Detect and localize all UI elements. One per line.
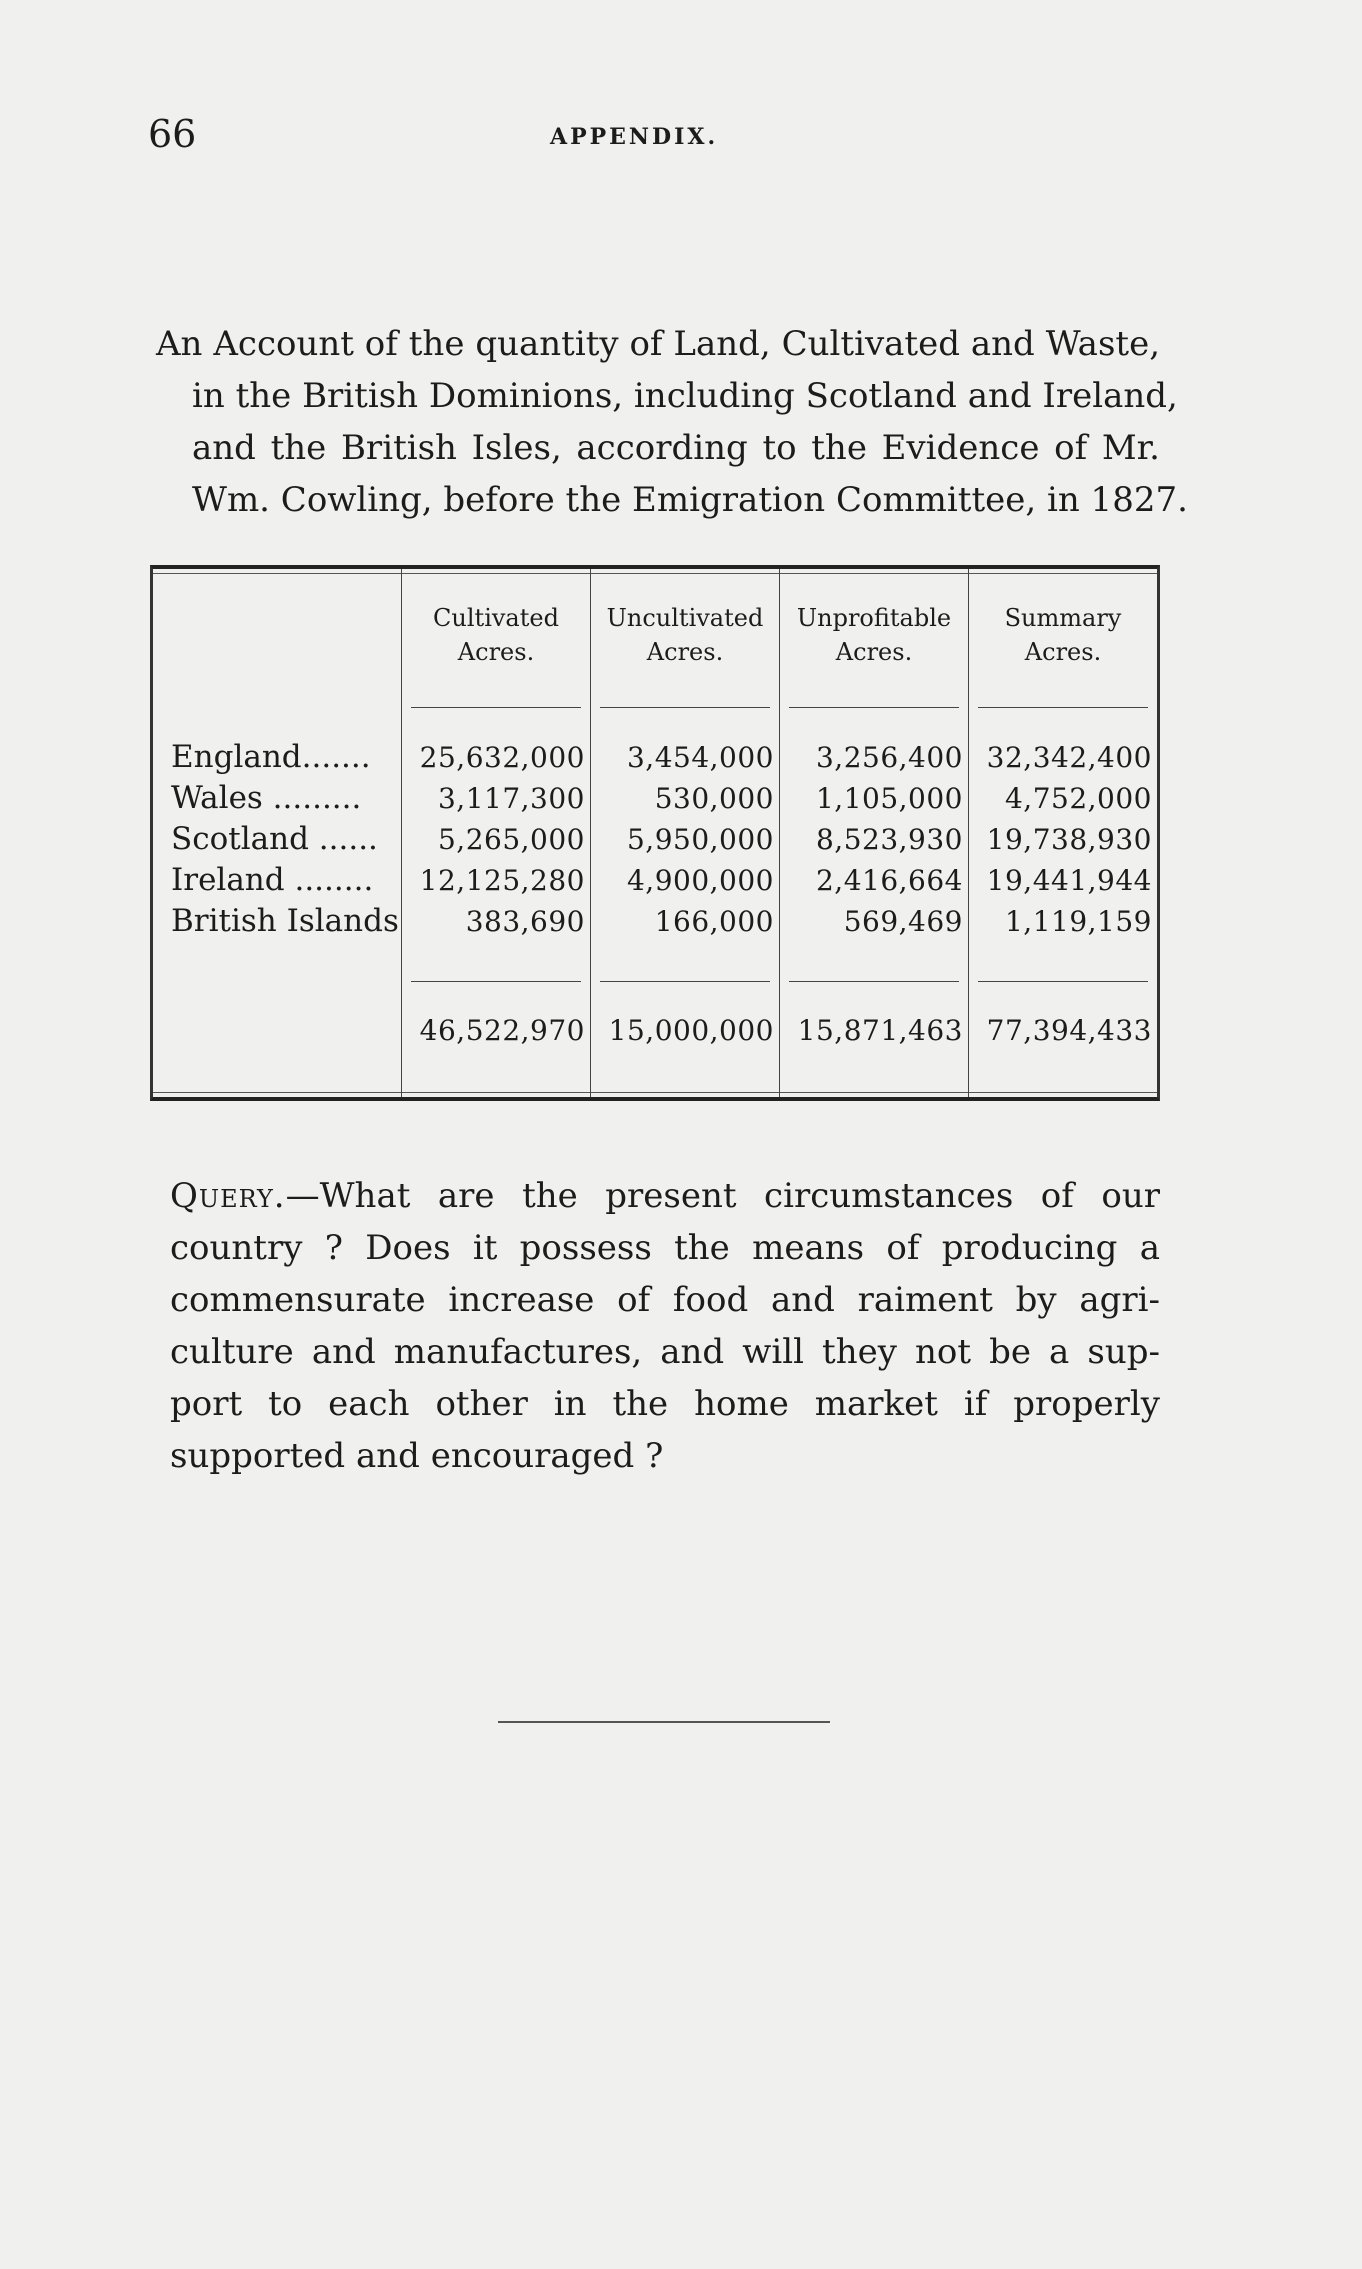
title-line: in the British Dominions, including Scotland and Ireland, xyxy=(192,376,1178,416)
query-line: supported and encouraged ? xyxy=(170,1436,664,1476)
section-end-rule xyxy=(498,1721,830,1723)
title-line: and the British Isles, according to the Evidence of Mr. xyxy=(192,428,1160,468)
table-cell: 1,105,000 xyxy=(815,782,963,815)
table-cell: 166,000 xyxy=(654,905,774,938)
row-label-wales: Wales ......... xyxy=(171,780,362,816)
table-cell: 8,523,930 xyxy=(815,823,963,856)
table-cell: 1,119,159 xyxy=(1004,905,1152,938)
row-label-scotland: Scotland ...... xyxy=(171,821,378,857)
table-cell: 2,416,664 xyxy=(815,864,963,897)
table-top-double-rule xyxy=(153,573,1157,574)
table-cell: 5,950,000 xyxy=(626,823,774,856)
column-divider xyxy=(779,569,780,1097)
title-line: An Account of the quantity of Land, Cultivated and Waste, xyxy=(156,324,1160,364)
column-header-unprofitable: Unprofitable Acres. xyxy=(796,604,952,666)
table-cell: 5,265,000 xyxy=(437,823,585,856)
table-bottom-double-rule xyxy=(153,1092,1157,1093)
total-cell: 15,871,463 xyxy=(797,1014,963,1047)
table-cell: 4,900,000 xyxy=(626,864,774,897)
table-cell: 3,117,300 xyxy=(437,782,585,815)
table-cell: 530,000 xyxy=(654,782,774,815)
total-rule xyxy=(411,981,581,982)
table-cell: 4,752,000 xyxy=(1004,782,1152,815)
column-header-uncultivated: Uncultivated Acres. xyxy=(606,604,764,666)
query-line: port to each other in the home market if properly xyxy=(170,1384,1160,1424)
column-divider xyxy=(968,569,969,1097)
header-rule xyxy=(789,707,959,708)
query-paragraph xyxy=(170,1170,1160,1482)
query-line: commensurate increase of food and raiment by agri- xyxy=(170,1280,1160,1320)
table-cell: 12,125,280 xyxy=(419,864,585,897)
table-cell: 569,469 xyxy=(843,905,963,938)
total-cell: 15,000,000 xyxy=(608,1014,774,1047)
row-label-england: England....... xyxy=(171,739,371,775)
header-rule xyxy=(600,707,770,708)
total-rule xyxy=(789,981,959,982)
table-cell: 32,342,400 xyxy=(986,741,1152,774)
table-cell: 3,256,400 xyxy=(815,741,963,774)
table-cell: 19,441,944 xyxy=(986,864,1152,897)
table-cell: 3,454,000 xyxy=(626,741,774,774)
row-label-british-islands: British Islands xyxy=(171,903,399,939)
column-header-summary: Summary Acres. xyxy=(1004,604,1122,666)
query-lead: Query. xyxy=(170,1176,286,1216)
total-cell: 77,394,433 xyxy=(986,1014,1152,1047)
total-rule xyxy=(600,981,770,982)
row-label-ireland: Ireland ........ xyxy=(171,862,374,898)
header-rule xyxy=(978,707,1148,708)
header-rule xyxy=(411,707,581,708)
table-title xyxy=(156,318,1188,526)
title-line: Wm. Cowling, before the Emigration Committee, in 1827. xyxy=(192,480,1188,520)
query-line: culture and manufactures, and will they not be a sup- xyxy=(170,1332,1160,1372)
column-divider xyxy=(401,569,402,1097)
query-line: country ? Does it possess the means of producing a xyxy=(170,1228,1160,1268)
land-acreage-table xyxy=(150,565,1160,1101)
total-rule xyxy=(978,981,1148,982)
column-divider xyxy=(590,569,591,1097)
table-cell: 383,690 xyxy=(465,905,585,938)
running-head: APPENDIX. xyxy=(550,124,719,150)
table-cell: 19,738,930 xyxy=(986,823,1152,856)
total-cell: 46,522,970 xyxy=(419,1014,585,1047)
page-number: 66 xyxy=(148,112,197,156)
column-header-cultivated: Cultivated Acres. xyxy=(433,604,559,666)
table-cell: 25,632,000 xyxy=(419,741,585,774)
query-line: Query.—What are the present circumstances of our xyxy=(170,1176,1160,1216)
